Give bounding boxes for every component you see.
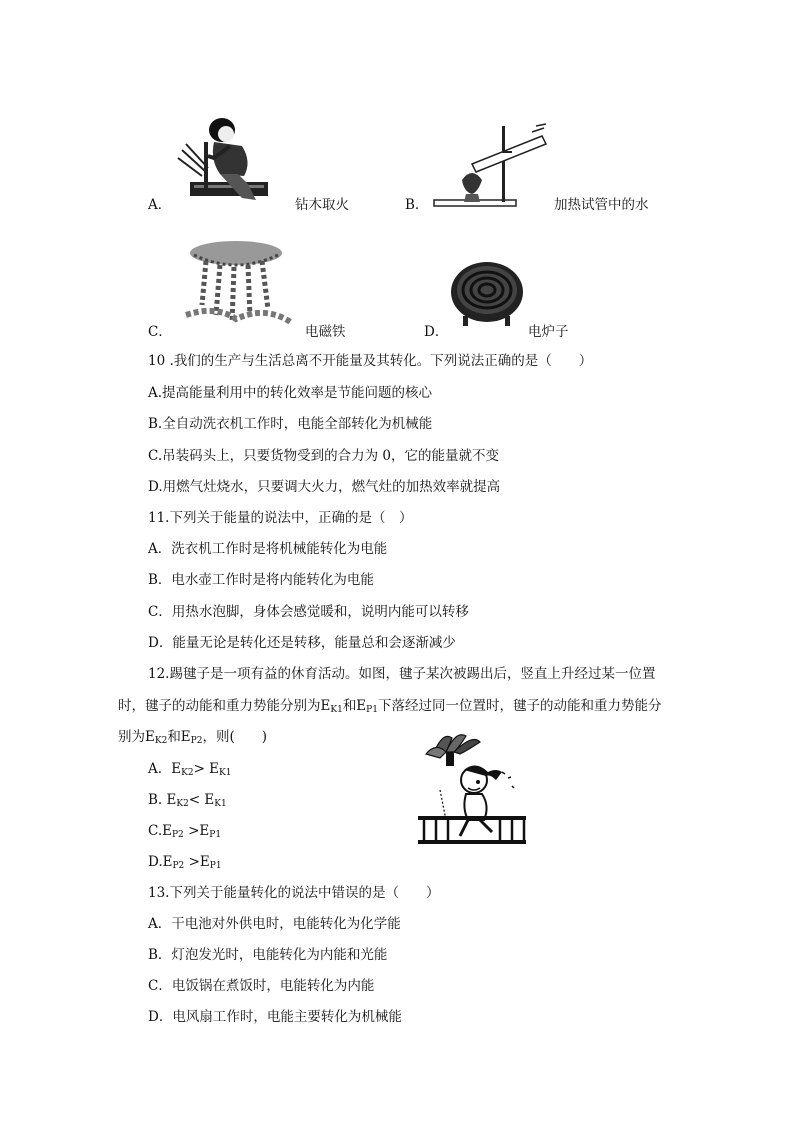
q13-option-a: A．干电池对外供电时，电能转化为化学能 [148, 916, 401, 932]
figure-electromagnet [176, 235, 296, 330]
q10-stem: 10 .我们的生产与生活总离不开能量及其转化。下列说法正确的是（ ） [148, 353, 593, 369]
q11-option-d: D．能量无论是转化还是转移，能量总和会逐渐减少 [148, 635, 456, 651]
figure-drilling-fire [172, 112, 277, 207]
q12-stem-line2: 时，毽子的动能和重力势能分别为$E_{K1}$和$E_{P1}$下落经过同一位置时，毽子的动能和重力势能分 [118, 698, 662, 715]
q10-option-c: C.吊装码头上，只要货物受到的合力为 0，它的能量就不变 [148, 448, 500, 464]
q12-option-b: B. $E_{K2}< E_{K1}$ [148, 792, 227, 809]
option-c-letter: C． [148, 324, 172, 340]
option-a-letter: A． [148, 197, 172, 213]
figure-heating-test-tube [432, 122, 557, 212]
q13-option-b: B．灯泡发光时，电能转化为内能和光能 [148, 947, 388, 963]
option-d-caption: 电炉子 [528, 324, 569, 340]
q12-stem-line3: 别为$E_{K2}$和$E_{P2}$，则( ) [118, 729, 268, 746]
option-a-caption: 钻木取火 [295, 197, 349, 213]
option-c-caption: 电磁铁 [305, 324, 346, 340]
q11-option-c: C．用热水泡脚，身体会感觉暖和，说明内能可以转移 [148, 604, 469, 620]
q12-stem-line1: 12.踢毽子是一项有益的休育活动。如图，毽子某次被踢出后，竖直上升经过某一位置 [148, 666, 656, 682]
q13-stem: 13.下列关于能量转化的说法中错误的是（ ） [148, 885, 440, 901]
figure-shuttlecock-kick [416, 728, 528, 850]
q10-option-a: A.提高能量利用中的转化效率是节能问题的核心 [148, 385, 433, 401]
figure-electric-stove [447, 258, 527, 330]
q13-option-c: C．电饭锅在煮饭时，电能转化为内能 [148, 978, 375, 994]
q12-option-c: $C.E_{P2} >E_{P1}$ [148, 823, 222, 840]
q11-option-b: B．电水壶工作时是将内能转化为电能 [148, 572, 374, 588]
q13-option-d: D．电风扇工作时，电能主要转化为机械能 [148, 1009, 402, 1025]
option-b-caption: 加热试管中的水 [554, 197, 649, 213]
q11-option-a: A．洗衣机工作时是将机械能转化为电能 [148, 541, 388, 557]
option-b-letter: B． [405, 197, 429, 213]
option-d-letter: D． [424, 324, 449, 340]
q10-option-d: D.用燃气灶烧水，只要调大火力，燃气灶的加热效率就提高 [148, 479, 501, 495]
q11-stem: 11.下列关于能量的说法中，正确的是（ ） [148, 510, 413, 526]
q10-option-b: B.全自动洗衣机工作时，电能全部转化为机械能 [148, 416, 433, 432]
q12-option-d: $D.E_{P2} >E_{P1}$ [148, 854, 222, 871]
q12-option-a: A．$E_{K2}> E_{K1}$ [148, 761, 232, 778]
